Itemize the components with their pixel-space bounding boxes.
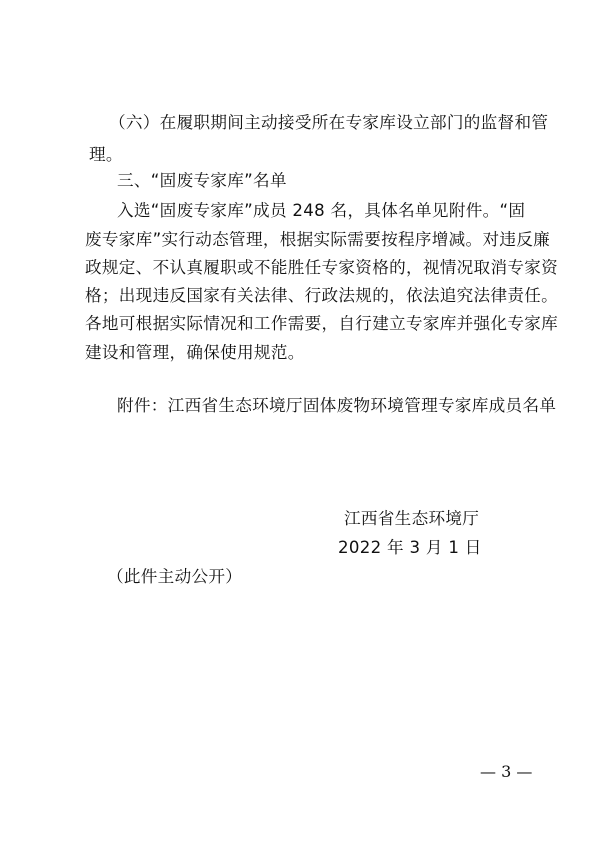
- section-three-heading: 三、“固废专家库”名单: [117, 171, 287, 190]
- page-number: — 3 —: [480, 762, 533, 781]
- section-three-line-5: 各地可根据实际情况和工作需要，自行建立专家库并强化专家库: [85, 314, 559, 333]
- item-six-line-1: （六）在履职期间主动接受所在专家库设立部门的监督和管: [109, 113, 549, 132]
- section-three-line-1: 入选“固废专家库”成员 248 名，具体名单见附件。“固: [117, 201, 526, 220]
- section-three-line-3: 政规定、不认真履职或不能胜任专家资格的，视情况取消专家资: [85, 258, 559, 277]
- disclosure-note: （此件主动公开）: [107, 567, 243, 586]
- signature-date: 2022 年 3 月 1 日: [338, 538, 482, 557]
- item-six-line-2: 理。: [89, 145, 123, 164]
- section-three-line-4: 格；出现违反国家有关法律、行政法规的，依法追究法律责任。: [85, 286, 559, 305]
- section-three-line-6: 建设和管理，确保使用规范。: [85, 343, 305, 362]
- section-three-line-2: 废专家库”实行动态管理，根据实际需要按程序增减。对违反廉: [85, 230, 551, 249]
- attachment-note: 附件：江西省生态环境厅固体废物环境管理专家库成员名单: [117, 396, 557, 415]
- signature-org: 江西省生态环境厅: [344, 509, 480, 528]
